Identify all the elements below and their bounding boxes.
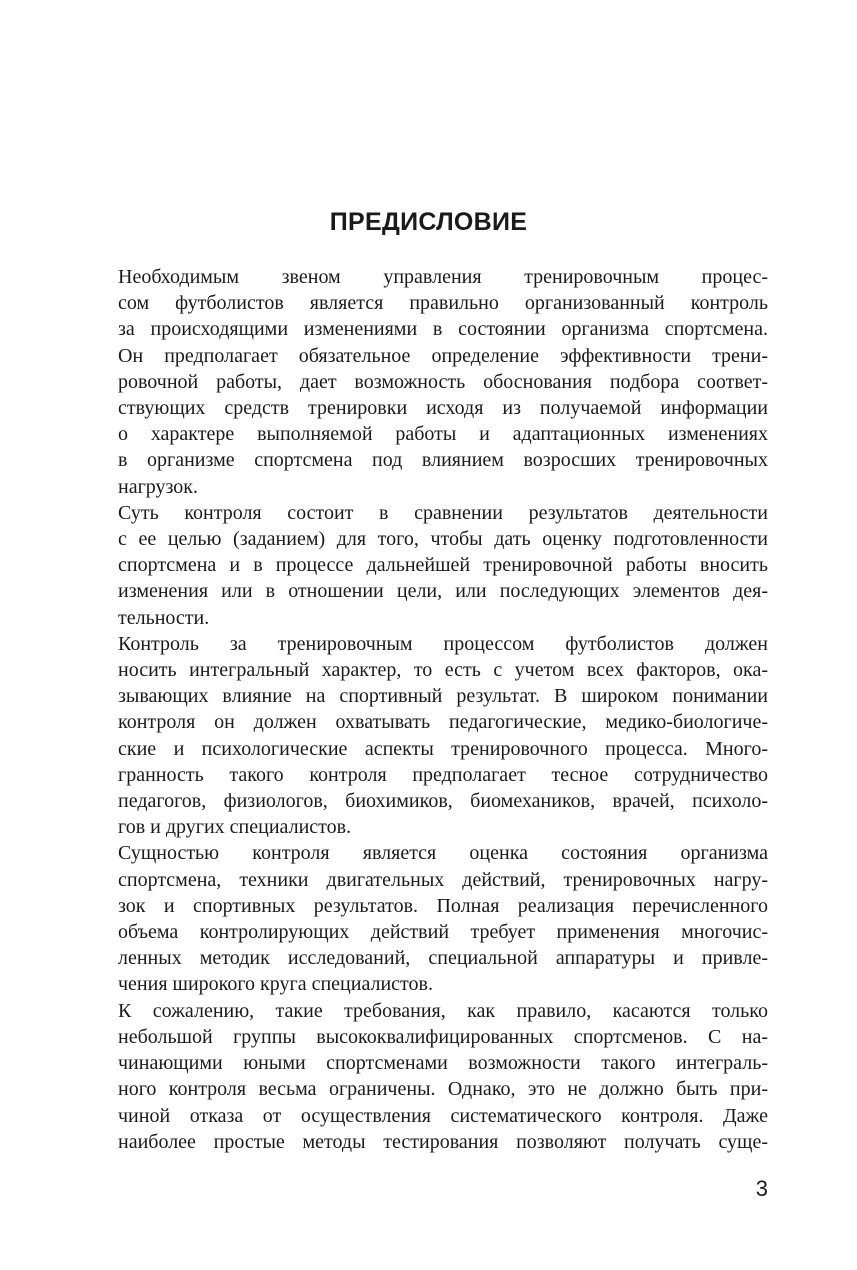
body-text (90, 264, 768, 1155)
text-line: Сущностью контроля является оценка состояния организма (118, 842, 768, 865)
paragraph (90, 264, 768, 500)
text-line: ного контроля весьма ограничены. Однако, это не должно быть при- (118, 1078, 768, 1101)
text-line: зок и спортивных результатов. Полная реализация перечисленного (118, 894, 768, 917)
text-line: за происходящими изменениями в состоянии организма спортсмена. (118, 318, 768, 341)
paragraph (90, 500, 768, 631)
text-line: изменения или в отношении цели, или последующих элементов дея- (118, 580, 768, 603)
text-line: наиболее простые методы тестирования позволяют получать суще- (118, 1130, 768, 1153)
text-line: тельности. (118, 606, 210, 629)
text-line: Он предполагает обязательное определение эффективности трени- (118, 344, 768, 367)
page-number: 3 (755, 1176, 768, 1201)
text-line: ленных методик исследований, специальной аппаратуры и привле- (118, 947, 768, 970)
text-line: гранность такого контроля предполагает тесное сотрудничество (118, 763, 768, 786)
text-line: о характере выполняемой работы и адаптационных изменениях (118, 423, 768, 446)
paragraph (90, 840, 768, 997)
text-line: в организме спортсмена под влиянием возросших тренировочных (118, 449, 768, 472)
text-line: ровочной работы, дает возможность обоснования подбора соответ- (118, 370, 768, 393)
text-line: чения широкого круга специалистов. (118, 973, 433, 996)
text-line: небольшой группы высококвалифицированных спортсменов. С на- (118, 1025, 768, 1048)
text-line: нагрузок. (118, 475, 199, 498)
text-line: педагогов, физиологов, биохимиков, биомехаников, врачей, психоло- (118, 790, 768, 813)
text-line: контроля он должен охватывать педагогические, медико-биологиче- (118, 711, 768, 734)
page-title: ПРЕДИСЛОВИЕ (329, 208, 528, 236)
text-line: сом футболистов является правильно организованный контроль (118, 292, 768, 315)
text-line: чиной отказа от осуществления систематического контроля. Даже (118, 1104, 768, 1127)
text-line: Контроль за тренировочным процессом футболистов должен (118, 632, 768, 655)
text-line: объема контролирующих действий требует применения многочис- (118, 921, 768, 944)
text-line: с ее целью (заданием) для того, чтобы дать оценку подготовленности (118, 528, 768, 551)
text-line: спортсмена и в процессе дальнейшей тренировочной работы вносить (118, 554, 768, 577)
text-line: чинающими юными спортсменами возможности такого интеграль- (118, 1052, 768, 1075)
text-line: зывающих влияние на спортивный результат. В широком понимании (118, 685, 768, 708)
text-line: Суть контроля состоит в сравнении результатов деятельности (118, 501, 768, 524)
text-line: гов и других специалистов. (118, 816, 352, 839)
text-line: спортсмена, техники двигательных действий, тренировочных нагру- (118, 868, 768, 891)
text-line: К сожалению, такие требования, как правило, касаются только (118, 999, 768, 1022)
text-line: Необходимым звеном управления тренировочным процес- (118, 266, 768, 288)
paragraph (90, 631, 768, 841)
text-line: носить интегральный характер, то есть с учетом всех факторов, ока- (118, 659, 768, 682)
text-line: ствующих средств тренировки исходя из получаемой информации (118, 397, 768, 420)
paragraph (90, 998, 768, 1155)
text-line: ские и психологические аспекты тренировочного процесса. Много- (118, 737, 768, 760)
